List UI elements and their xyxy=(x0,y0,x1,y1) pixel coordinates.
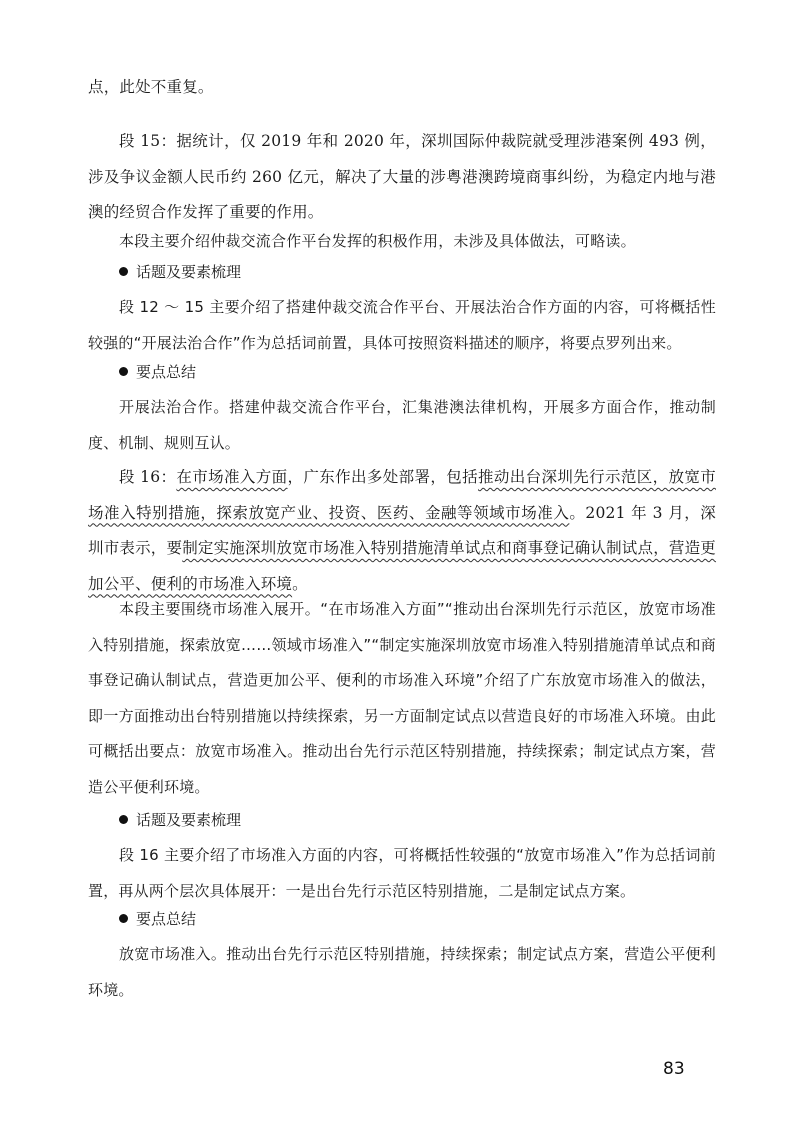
paragraph-16-underlined-3: 制定实施深圳放宽市场准入特别措施清单试点和商事登记确认制试点，营造更加公平、便利的市场准入环境 xyxy=(88,539,717,593)
bullet-topic-label-2: 话题及要素梳理 xyxy=(136,811,242,829)
topic-text-1: 段 12 ～ 15 主要介绍了搭建仲裁交流合作平台、开展法治合作方面的内容，可将概括性较强的“开展法治合作”作为总括词前置，具体可按照资料描述的顺序，将要点罗列出来。 xyxy=(88,298,716,352)
paragraph-15 xyxy=(88,124,716,231)
bullet-topic-label-1: 话题及要素梳理 xyxy=(136,263,242,281)
bullet-dot-icon xyxy=(119,367,128,376)
page-number: 83 xyxy=(663,1059,685,1079)
bullet-dot-icon xyxy=(119,267,128,276)
paragraph-16-text-2: 。2021 年 3 月，深圳市表示，要 xyxy=(88,503,716,557)
paragraph-16-analysis: 本段主要围绕市场准入展开。“在市场准入方面”“推动出台深圳先行示范区，放宽市场准入特别措施，探索放宽……领域市场准入”“制定实施深圳放宽市场准入特别措施清单试点和商事登记确认制试点，营造更加公平、便利的市场准入环境”介绍了广东放宽市场准入的做法，即一方面推动出台特别措施以持续探索，另一方面制定试点以营造良好的市场准入环境。由此可概括出要点：放宽市场准入。推动出台先行示范区特别措施，持续探索；制定试点方案，营造公平便利环境。 xyxy=(88,600,716,796)
paragraph-16-text-3: 。 xyxy=(292,574,308,593)
paragraph-15-label: 段 15： xyxy=(119,132,177,150)
bullet-dot-icon xyxy=(119,815,128,824)
bullet-summary-heading-2 xyxy=(119,907,196,931)
summary-text-1: 开展法治合作。搭建仲裁交流合作平台，汇集港澳法律机构，开展多方面合作，推动制度、机制、规则互认。 xyxy=(88,398,716,452)
continued-text-line: 点，此处不重复。 xyxy=(88,78,214,96)
bullet-summary-label-1: 要点总结 xyxy=(136,363,197,381)
paragraph-16-underlined-1: 在市场准入方面 xyxy=(176,468,288,486)
paragraph-16-text-1: ，广东作出多处部署，包括 xyxy=(287,468,479,486)
paragraph-16-label: 段 16： xyxy=(119,468,177,486)
bullet-topic-heading-2 xyxy=(119,808,241,832)
topic-text-2: 段 16 主要介绍了市场准入方面的内容，可将概括性较强的“放宽市场准入”作为总括词前置，再从两个层次具体展开：一是出台先行示范区特别措施，二是制定试点方案。 xyxy=(88,846,716,900)
paragraph-16 xyxy=(88,460,716,602)
bullet-summary-label-2: 要点总结 xyxy=(136,910,197,928)
paragraph-15-analysis: 本段主要介绍仲裁交流合作平台发挥的积极作用，未涉及具体做法，可略读。 xyxy=(119,232,636,250)
bullet-dot-icon xyxy=(119,914,128,923)
summary-text-2: 放宽市场准入。推动出台先行示范区特别措施，持续探索；制定试点方案，营造公平便利环境。 xyxy=(88,945,716,999)
bullet-summary-heading-1 xyxy=(119,360,196,384)
bullet-topic-heading-1 xyxy=(119,260,241,284)
paragraph-15-text: 据统计，仅 2019 年和 2020 年，深圳国际仲裁院就受理涉港案例 493 例，涉及争议金额人民币约 260 亿元，解决了大量的涉粤港澳跨境商事纠纷，为稳定内地与港澳的经贸合作发挥了重要的作用。 xyxy=(88,132,716,221)
paragraph-16-underlined-2: 推动出台深圳先行示范区，放宽市场准入特别措施，探索放宽产业、投资、医药、金融等领域市场准入 xyxy=(88,468,716,522)
